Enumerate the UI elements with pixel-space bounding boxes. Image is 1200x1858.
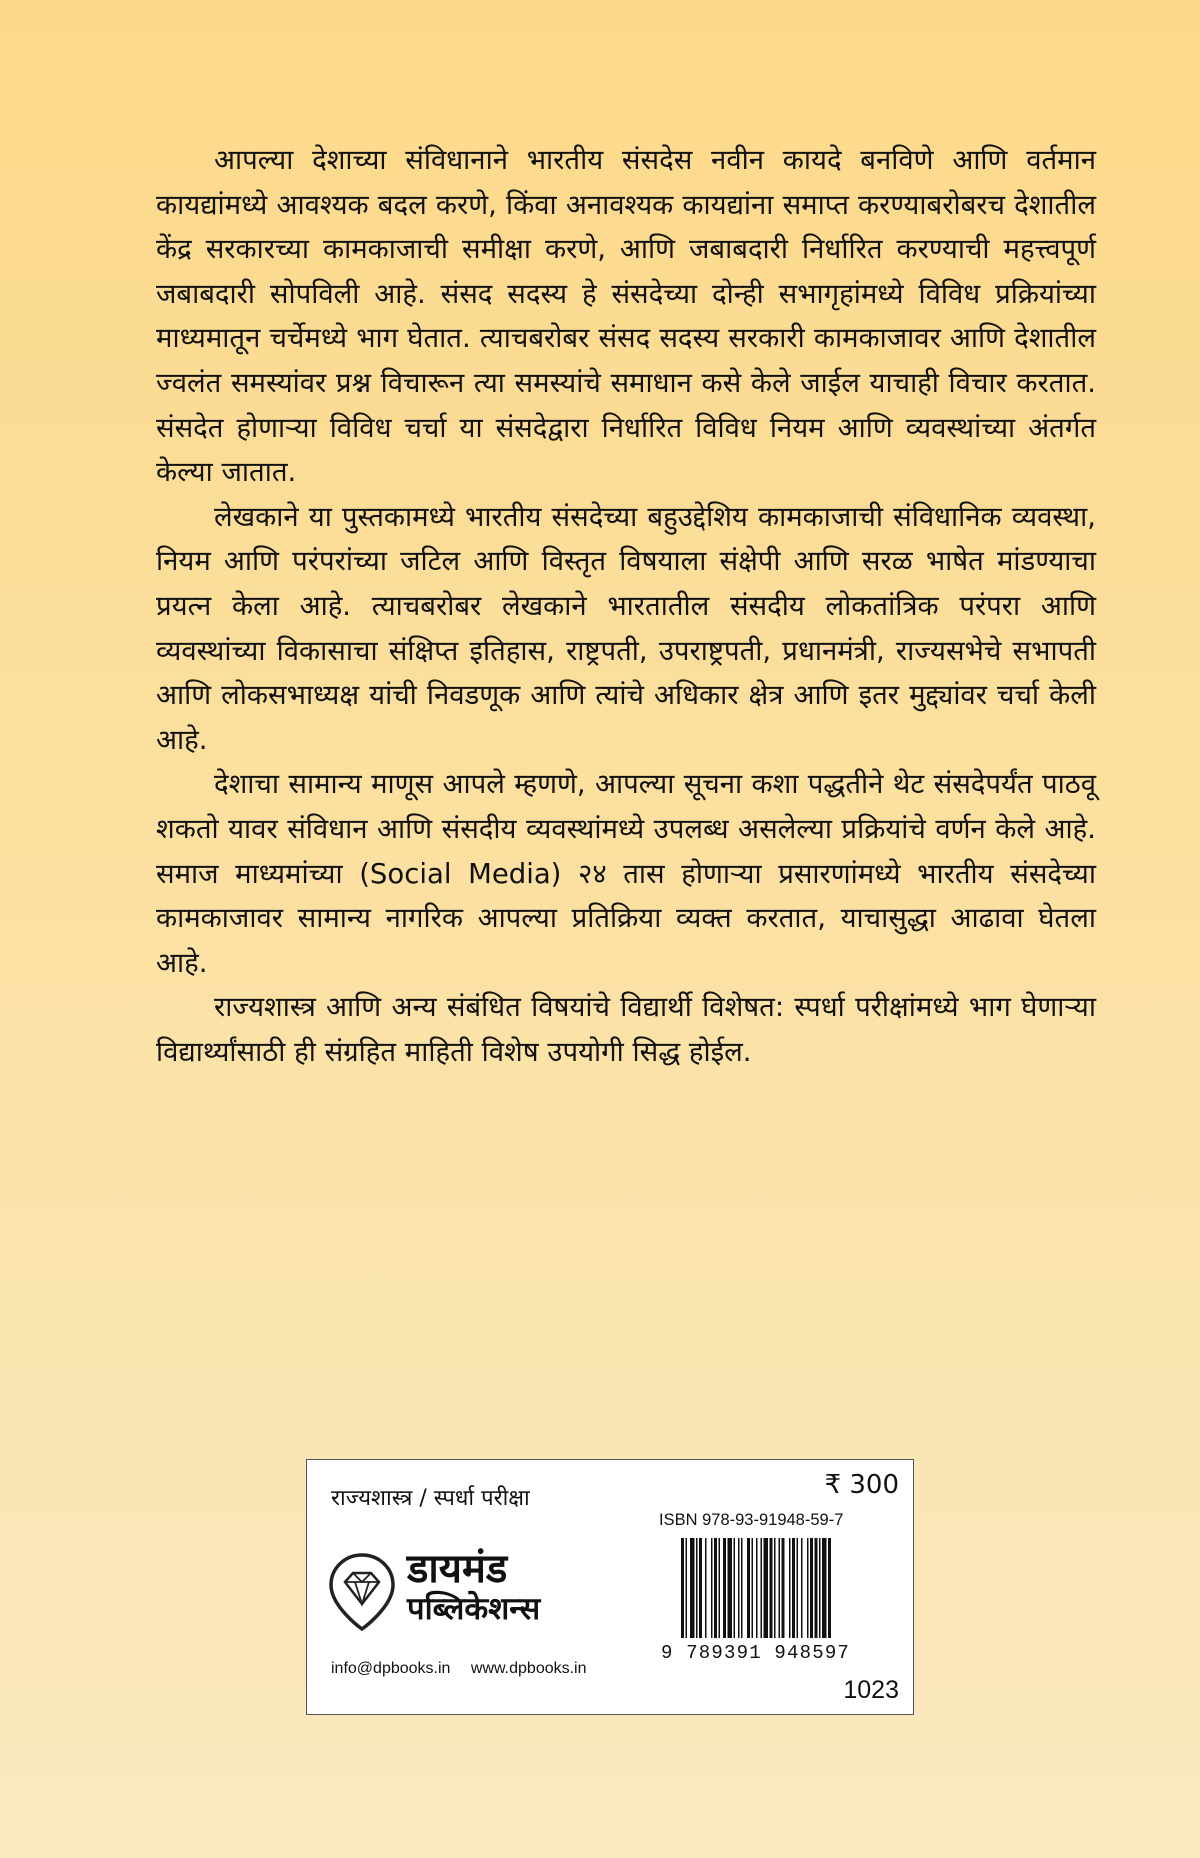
- publisher-info-box: [306, 1459, 914, 1715]
- barcode-image: [679, 1538, 884, 1638]
- price-label: ₹ 300: [824, 1470, 899, 1500]
- publisher-name-line1: डायमंड: [407, 1546, 508, 1592]
- subject-category: राज्यशास्त्र / स्पर्धा परीक्षा: [331, 1486, 530, 1511]
- barcode-digits: 9 789391 948597: [661, 1642, 851, 1664]
- diamond-logo-icon: [325, 1552, 399, 1632]
- blurb-paragraph-4: राज्यशास्त्र आणि अन्य संबंधित विषयांचे विद्यार्थी विशेषत: स्पर्धा परीक्षांमध्ये भाग घेणाऱ्या विद्यार्थ्यांसाठी ही संग्रहित माहिती विशेष उपयोगी सिद्ध होईल.: [156, 991, 1096, 1068]
- publisher-name: [407, 1546, 540, 1628]
- publisher-email: info@dpbooks.in: [331, 1660, 451, 1677]
- blurb-paragraph-3: देशाचा सामान्य माणूस आपले म्हणणे, आपल्या सूचना कशा पद्धतीने थेट संसदेपर्यंत पाठवू शकतो यावर संविधान आणि संसदीय व्यवस्थांमध्ये उपलब्ध असलेल्या प्रक्रियांचे वर्णन केले आहे. समाज माध्यमांच्या (Social Media) २४ तास होणाऱ्या प्रसारणांमध्ये भारतीय संसदेच्या कामकाजावर सामान्य नागरिक आपल्या प्रतिक्रिया व्यक्त करतात, याचासुद्धा आढावा घेतला आहे.: [156, 768, 1096, 979]
- blurb-text: [156, 138, 1096, 1074]
- blurb-paragraph-1: आपल्या देशाच्या संविधानाने भारतीय संसदेस नवीन कायदे बनविणे आणि वर्तमान कायद्यांमध्ये आवश्यक बदल करणे, किंवा अनावश्यक कायद्यांना समाप्त करण्याबरोबरच देशातील केंद्र सरकारच्या कामकाजाची समीक्षा करणे, आणि जबाबदारी निर्धारित करण्याची महत्त्वपूर्ण जबाबदारी सोपविली आहे. संसद सदस्य हे संसदेच्या दोन्ही सभागृहांमध्ये विविध प्रक्रियांच्या माध्यमातून चर्चेमध्ये भाग घेतात. त्याचबरोबर संसद सदस्य सरकारी कामकाजावर आणि देशातील ज्वलंत समस्यांवर प्रश्न विचारून त्या समस्यांचे समाधान कसे केले जाईल याचाही विचार करतात. संसदेत होणाऱ्या विविध चर्चा या संसदेद्वारा निर्धारित विविध नियम आणि व्यवस्थांच्या अंतर्गत केल्या जातात.: [156, 144, 1096, 489]
- blurb-paragraph-2: लेखकाने या पुस्तकामध्ये भारतीय संसदेच्या बहुउद्देशिय कामकाजाची संविधानिक व्यवस्था, नियम आणि परंपरांच्या जटिल आणि विस्तृत विषयाला संक्षेपी आणि सरळ भाषेत मांडण्याचा प्रयत्न केला आहे. त्याचबरोबर लेखकाने भारतातील संसदीय लोकतांत्रिक परंपरा आणि व्यवस्थांच्या विकासाचा संक्षिप्त इतिहास, राष्ट्रपती, उपराष्ट्रपती, प्रधानमंत्री, राज्यसभेचे सभापती आणि लोकसभाध्यक्ष यांची निवडणूक आणि त्यांचे अधिकार क्षेत्र आणि इतर मुद्द्यांवर चर्चा केली आहे.: [156, 500, 1096, 756]
- isbn-label: ISBN 978-93-91948-59-7: [659, 1511, 844, 1529]
- book-code: 1023: [843, 1676, 899, 1704]
- publisher-contact: [331, 1660, 587, 1678]
- publisher-website: www.dpbooks.in: [470, 1660, 587, 1677]
- publisher-name-line2: पब्लिकेशन्स: [407, 1591, 541, 1627]
